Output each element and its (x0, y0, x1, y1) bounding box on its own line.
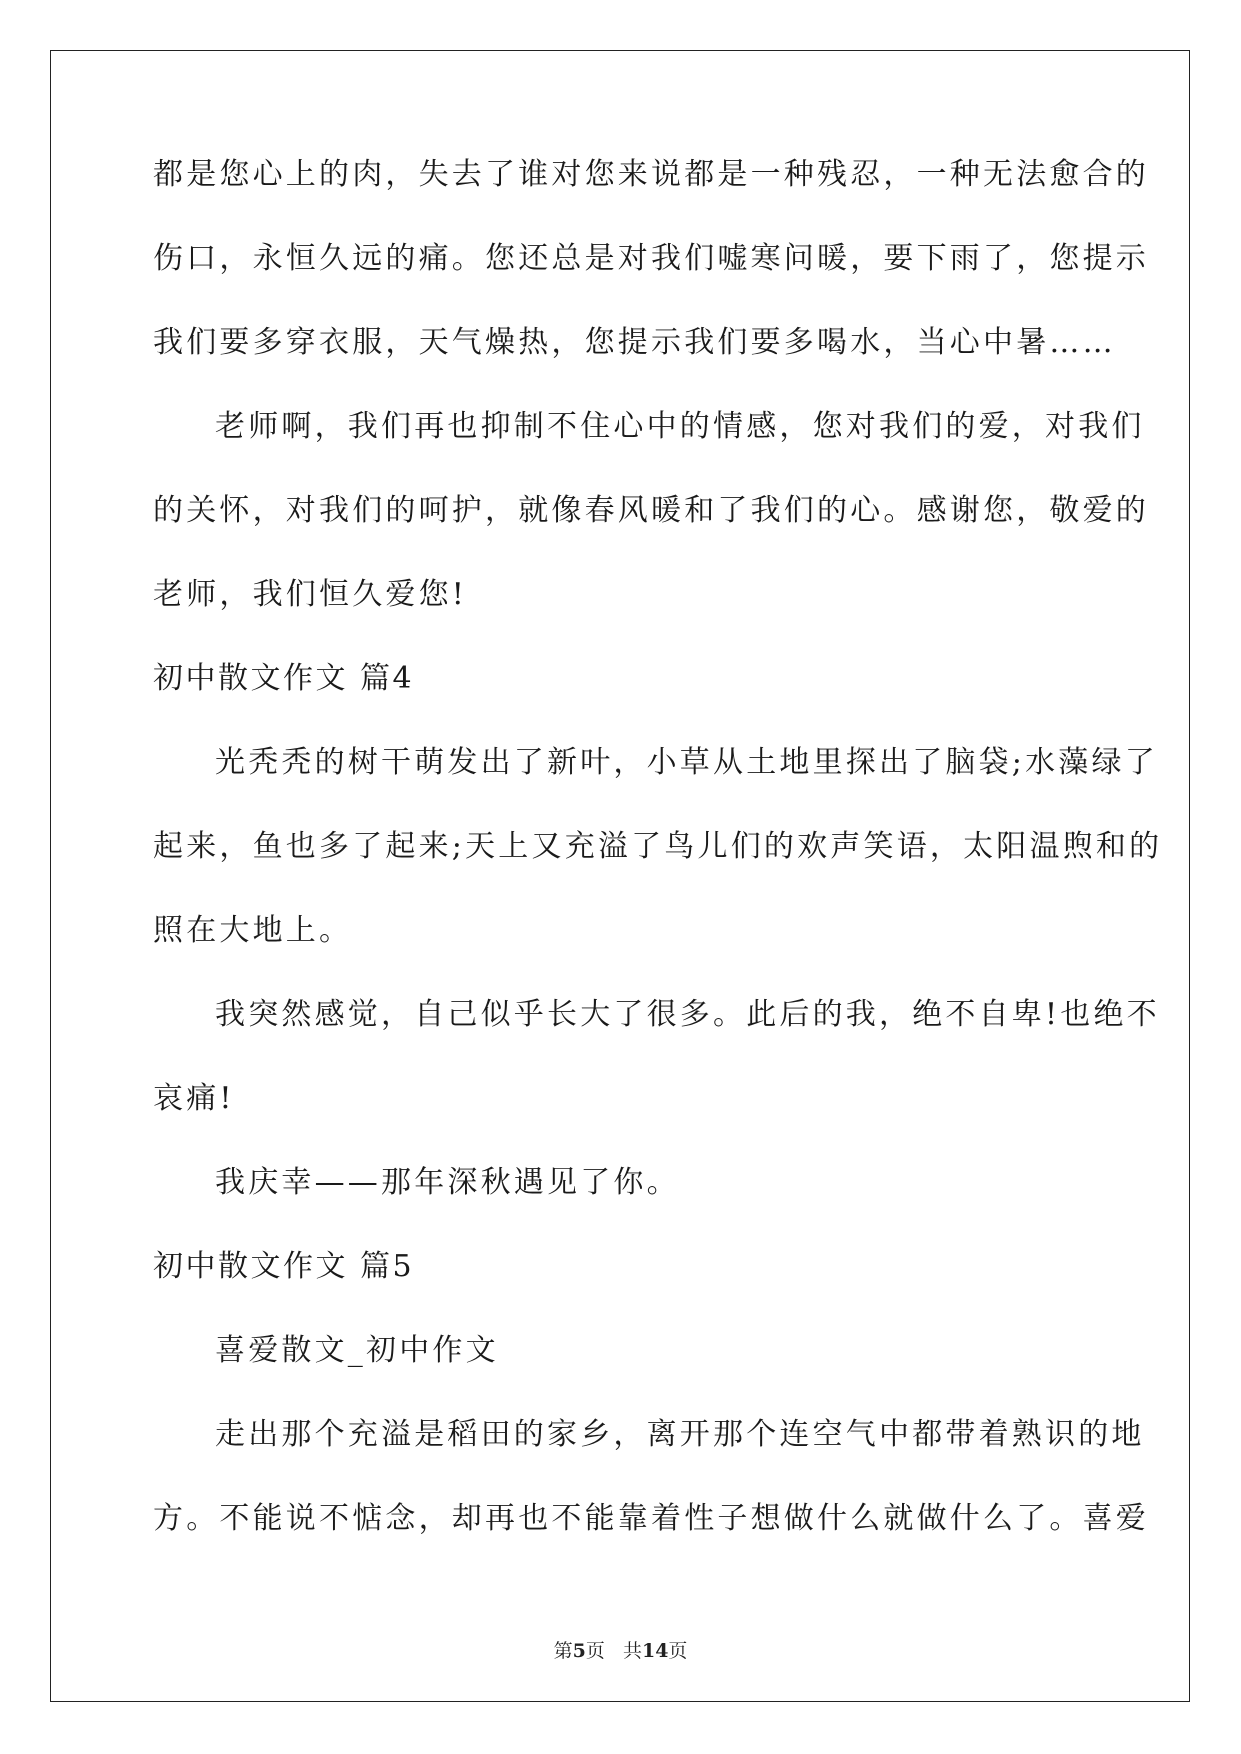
text-line-16: 走出那个充溢是稻田的家乡，离开那个连空气中都带着熟识的地 (215, 1417, 1145, 1452)
text-line-5: 的关怀，对我们的呵护，就像春风暖和了我们的心。感谢您，敬爱的 (153, 493, 1149, 528)
text-line-9: 起来，鱼也多了起来;天上又充溢了鸟儿们的欢声笑语，太阳温煦和的 (153, 829, 1163, 864)
page-footer (0, 1640, 1241, 1662)
footer-total-pages: 14 (641, 1640, 669, 1662)
footer-page-number: 5 (572, 1640, 586, 1662)
text-line-2: 伤口，永恒久远的痛。您还总是对我们嘘寒问暖，要下雨了，您提示 (153, 241, 1149, 276)
footer-page-suffix: 页 (585, 1640, 605, 1662)
text-line-17: 方。不能说不惦念，却再也不能靠着性子想做什么就做什么了。喜爱 (153, 1501, 1149, 1536)
text-line-6: 老师，我们恒久爱您! (153, 577, 468, 612)
text-line-3: 我们要多穿衣服，天气燥热，您提示我们要多喝水，当心中暑…… (153, 325, 1116, 360)
text-line-1: 都是您心上的肉，失去了谁对您来说都是一种残忍，一种无法愈合的 (153, 157, 1149, 192)
text-line-11: 我突然感觉，自己似乎长大了很多。此后的我，绝不自卑!也绝不 (215, 997, 1160, 1032)
text-line-4: 老师啊，我们再也抑制不住心中的情感，您对我们的爱，对我们 (215, 409, 1145, 444)
essay-subtitle: 喜爱散文_初中作文 (215, 1333, 499, 1368)
footer-total-suffix: 页 (668, 1640, 688, 1662)
footer-total-prefix: 共 (622, 1640, 642, 1662)
text-line-12: 哀痛! (153, 1081, 235, 1116)
text-line-10: 照在大地上。 (153, 913, 353, 948)
text-line-8: 光秃秃的树干萌发出了新叶，小草从土地里探出了脑袋;水藻绿了 (215, 745, 1158, 780)
document-body (153, 157, 1163, 1588)
text-line-13: 我庆幸——那年深秋遇见了你。 (215, 1165, 680, 1200)
section-heading-4: 初中散文作文 篇4 (153, 661, 415, 696)
section-heading-5: 初中散文作文 篇5 (153, 1249, 415, 1284)
footer-prefix: 第 (553, 1640, 573, 1662)
